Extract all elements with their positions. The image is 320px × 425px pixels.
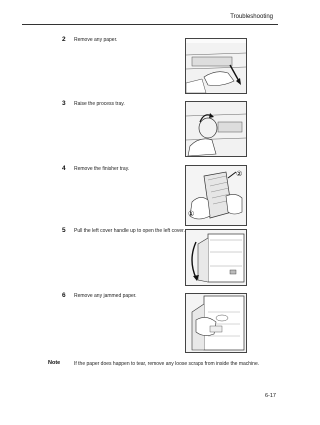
note-label: Note [48, 360, 61, 366]
header-divider [22, 24, 278, 25]
page-number: 6-17 [264, 393, 276, 399]
step-illustration-finisher-tray [185, 165, 247, 226]
callout-2: ② [236, 170, 243, 178]
step-illustration-left-cover [185, 229, 247, 286]
step-instruction: Remove any jammed paper. [74, 293, 137, 299]
step-number: 5 [62, 227, 66, 234]
step-illustration-raise-tray [185, 101, 247, 157]
callout-1: ① [188, 210, 195, 218]
step-instruction: Pull the left cover handle up to open the left cover. [74, 228, 185, 234]
note-text: If the paper does happen to tear, remove any loose scraps from inside the machine. [74, 360, 260, 367]
step-number: 3 [62, 100, 66, 107]
step-illustration-jammed-paper [185, 293, 247, 353]
step-instruction: Remove any paper. [74, 37, 118, 43]
step-instruction: Raise the process tray. [74, 101, 125, 107]
step-number: 2 [62, 36, 66, 43]
step-number: 6 [62, 292, 66, 299]
step-illustration-remove-paper [185, 38, 247, 94]
step-number: 4 [62, 165, 66, 172]
section-title: Troubleshooting [230, 14, 273, 20]
step-instruction: Remove the finisher tray. [74, 166, 130, 172]
